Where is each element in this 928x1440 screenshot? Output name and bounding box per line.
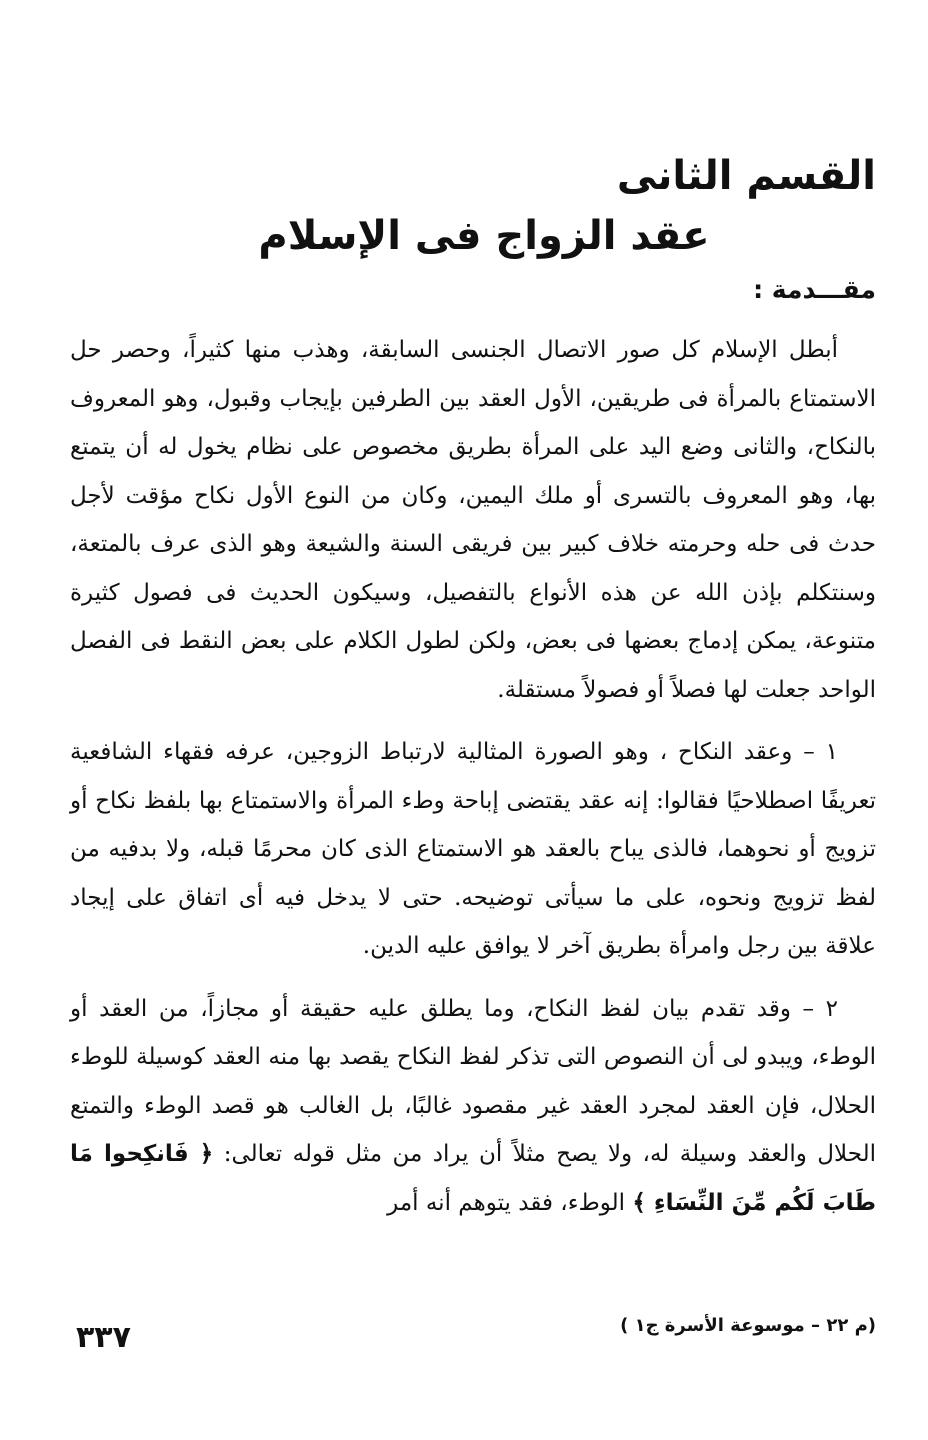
paragraph-2-text-end: الوطء، فقد يتوهم أنه أمر bbox=[387, 1189, 633, 1216]
section-title: القسم الثانى bbox=[616, 153, 876, 199]
paragraph-2-text: ٢ – وقد تقدم بيان لفظ النكاح، وما يطلق عليه حقيقة أو مجازاً، من العقد أو الوطء، ويبدو لى أن النصوص التى تذكر لفظ النكاح يقصد بها منه العقد كوسيلة للوطء الحلال، فإن العقد لمجرد العقد غير مقصود غالبًا، بل الغالب هو قصد الوطء والتمتع الحلال والعقد وسيلة له، ولا يصح مثلاً أن يراد من مثل قوله تعالى: bbox=[70, 995, 876, 1167]
quran-verse: ﴿ فَانكِحوا مَا طَابَ لَكُم مِّنَ النِّسَاءِ ﴾ bbox=[70, 1141, 876, 1216]
paragraph-2 bbox=[70, 985, 876, 1228]
paragraph-1: ١ – وعقد النكاح ، وهو الصورة المثالية لارتباط الزوجين، عرفه فقهاء الشافعية تعريفًا اصطلاحيًا فقالوا: إنه عقد يقتضى إباحة وطء المرأة والاستمتاع بها بلفظ نكاح أو تزويج أو نحوهما، فالذى يباح بالعقد هو الاستمتاع الذى كان محرمًا قبله، ولا بدفيه من لفظ تزويج ونحوه، على ما سيأتى توضيحه. حتى لا يدخل فيه أى اتفاق على إيجاد علاقة بين رجل وامرأة بطريق آخر لا يوافق عليه الدين. bbox=[70, 739, 876, 959]
chapter-title: عقد الزواج فى الإسلام bbox=[258, 213, 710, 259]
intro-heading: مقـــدمة : bbox=[753, 275, 876, 304]
body-text bbox=[70, 326, 876, 1227]
page-number: ٣٣٧ bbox=[76, 1320, 131, 1355]
footer-reference: (م ٢٢ – موسوعة الأسرة ج١ ) bbox=[620, 1315, 876, 1336]
paragraph-intro: أبطل الإسلام كل صور الاتصال الجنسى السابقة، وهذب منها كثيراً، وحصر حل الاستمتاع بالمرأة فى طريقين، الأول العقد بين الطرفين بإيجاب وقبول، وهو المعروف بالنكاح، والثانى وضع اليد على المرأة بطريق مخصوص على نظام يخول له أن يتمتع بها، وهو المعروف بالتسرى أو ملك اليمين، وكان من النوع الأول نكاح مؤقت لأجل حدث فى حله وحرمته خلاف كبير بين فريقى السنة والشيعة وهو الذى عرف بالمتعة، وسنتكلم بإذن الله عن هذه الأنواع بالتفصيل، وسيكون الحديث فى فصول كثيرة متنوعة، يمكن إدماج بعضها فى بعض، ولكن لطول الكلام على بعض النقط فى الفصل الواحد جعلت لها فصلاً أو فصولاً مستقلة. bbox=[70, 337, 876, 703]
